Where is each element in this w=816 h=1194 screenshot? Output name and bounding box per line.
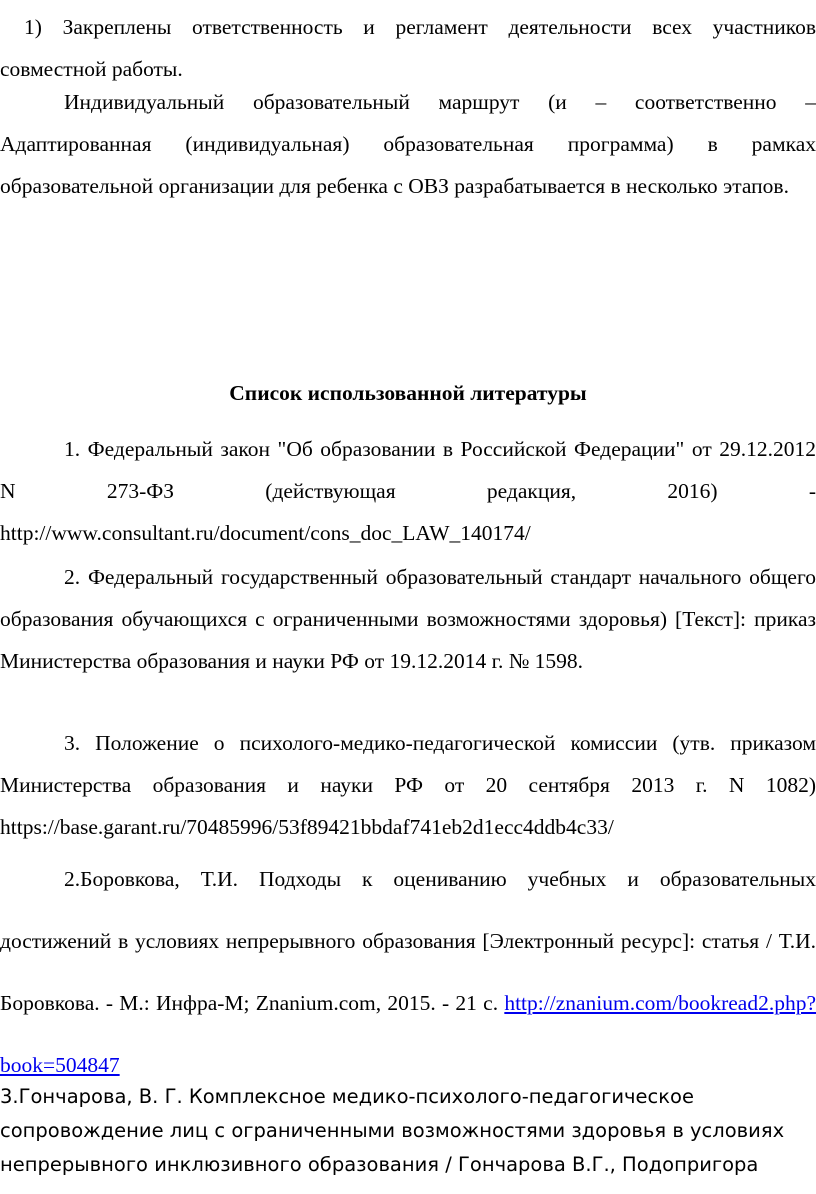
- references-heading: Список использованной литературы: [229, 381, 587, 405]
- reference-item-1: 1. Федеральный закон "Об образовании в Российской Федерации" от 29.12.2012 N 273-ФЗ (действующая редакция, 2016) - http://www.consultant.ru/document/cons_doc_LAW_140174/: [0, 437, 816, 545]
- reference-item-3: 3. Положение о психолого-медико-педагогической комиссии (утв. приказом Министерства образования и науки РФ от 20 сентября 2013 г. N 1082) https://base.garant.ru/70485996/53f89421bbdaf741eb2d1ecc4ddb4c33/: [0, 731, 816, 839]
- list-item-responsibility: 1) Закреплены ответственность и регламент деятельности всех участников совместной работы.: [0, 15, 816, 81]
- reference-item-2: 2. Федеральный государственный образовательный стандарт начального общего образования обучающихся с ограниченными возможностями здоровья) [Текст]: приказ Министерства образования и науки РФ от 19.12.2014 г. № 1598.: [0, 565, 816, 673]
- paragraph-educational-route: Индивидуальный образовательный маршрут (и – соответственно – Адаптированная (индивидуальная) образовательная программа) в рамках образовательной организации для ребенка с ОВЗ разрабатывается в несколько этапов.: [0, 90, 816, 198]
- reference-item-4-text: 2.Боровкова, Т.И. Подходы к оцениванию учебных и образовательных достижений в условиях непрерывного образования [Электронный ресурс]: статья / Т.И. Боровкова. - М.: Инфра-М; Znanium.com, 2015. - 21 с.: [0, 867, 816, 1015]
- reference-link-znanium[interactable]: http://znanium.com/bookread2.php?book=504847: [0, 991, 816, 1077]
- reference-item-4: [0, 848, 816, 1096]
- reference-item-5: 3.Гончарова, В. Г. Комплексное медико-психолого-педагогическое сопровождение лиц с ограниченными возможностями здоровья в условиях непрерывного инклюзивного образования / Гончарова В.Г., Подопригора: [0, 1085, 785, 1176]
